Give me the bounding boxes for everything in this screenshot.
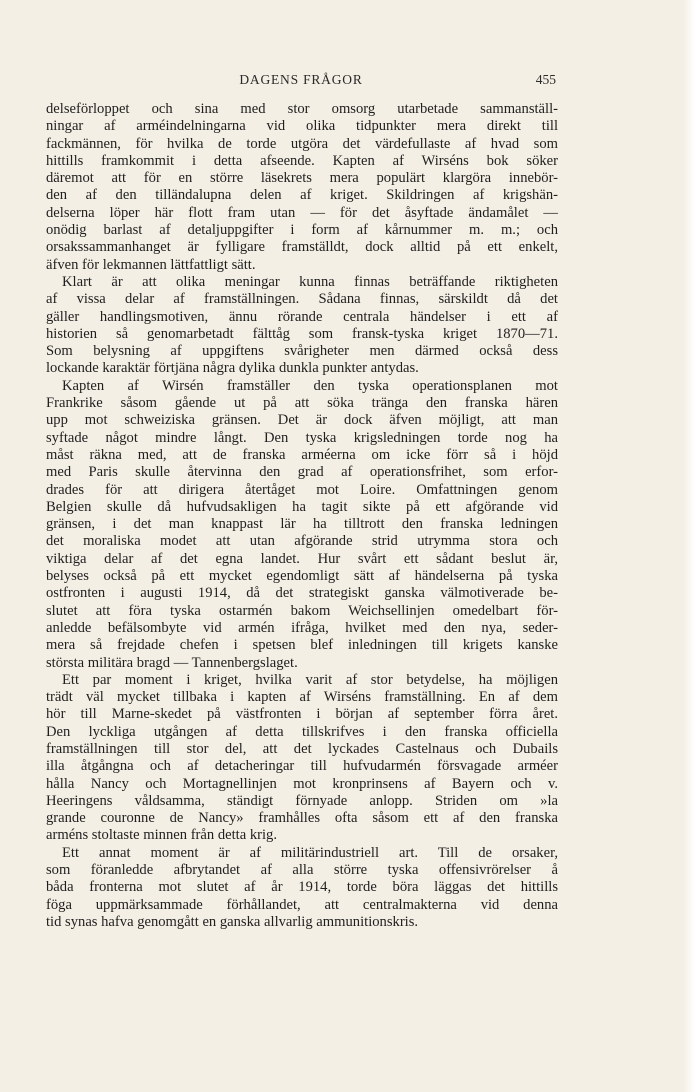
text-line: hittills framkommit i detta afseende. Kapten af Wirséns bok söker (46, 152, 558, 169)
text-line: drades för att dirigera återtåget mot Loire. Omfattningen genom (46, 481, 558, 498)
text-line: grande couronne de Nancy» framhålles ofta såsom ett af den franska (46, 810, 558, 827)
text-line: ostfronten i augusti 1914, då det strategiskt ganska välmotiverade be- (46, 585, 558, 602)
text-line: historien så genomarbetadt fälttåg som fransk-tyska kriget 1870—71. (46, 325, 558, 342)
text-line: gäller handlingsmotiven, ännu rörande centrala händelser i ett af (46, 308, 558, 325)
text-line: af vissa delar af framställningen. Sådana finnas, särskildt då det (46, 291, 558, 308)
paragraph (46, 845, 558, 931)
paragraph (46, 101, 558, 274)
text-line: onödig barlast af detaljuppgifter i form af kårnummer m. m.; och (46, 222, 558, 239)
text-line: största militära bragd — Tannenbergslaget. (46, 654, 298, 671)
text-line: illa åtgångna och af detacheringar till hufvudarmén försvagade arméer (46, 758, 558, 775)
text-line: Belgien skulle då hufvudsakligen ha tagit sikte på ett afgörande vid (46, 498, 558, 515)
text-line: syftade något mindre långt. Den tyska krigsledningen torde nog ha (46, 429, 558, 446)
paragraph (46, 672, 558, 845)
text-line: som föranledde afbrytandet af alla större tyska offensivrörelser å (46, 862, 558, 879)
text-line: den af den tilländalupna delen af kriget. Skildringen af krigshän- (46, 187, 558, 204)
text-line: arméns stoltaste minnen från detta krig. (46, 827, 277, 844)
text-line: tid synas hafva genomgått en ganska allvarlig ammunitionskris. (46, 913, 419, 930)
text-line: Ett par moment i kriget, hvilka varit af stor betydelse, ha möjligen (62, 671, 558, 688)
text-line: äfven för lekmannen lättfattligt sätt. (46, 256, 256, 273)
text-line: delserna löper här flott fram utan — för det åsyftade ändamålet — (46, 204, 558, 221)
text-line: orsakssammanhanget är fylligare framställdt, dock alltid på ett enkelt, (46, 239, 558, 256)
text-line: gränsen, i det man knappast lär ha tilltrott den franska ledningen (46, 516, 558, 533)
text-line: ningar af arméindelningarna vid olika tidpunkter mera direkt till (46, 118, 558, 135)
text-line: Frankrike såsom gående ut på att söka tränga den franska hären (46, 395, 558, 412)
text-line: viktiga delar af det egna landet. Hur svårt ett sådant beslut är, (46, 550, 558, 567)
text-line: hör till Marne-skedet på västfronten i början af september förra året. (46, 706, 558, 723)
text-line: Kapten af Wirsén framställer den tyska operationsplanen mot (62, 377, 558, 394)
paragraph (46, 378, 558, 672)
text-line: Som belysning af uppgiftens svårigheter men därmed också dess (46, 343, 558, 360)
paragraph (46, 274, 558, 378)
text-line: Heeringens våldsamma, ständigt förnyade anlopp. Striden om »la (46, 792, 558, 809)
text-line: anledde befälsombyte vid armén ifråga, hvilket med den nya, seder- (46, 619, 558, 636)
text-line: det moraliska modet att utan afgörande strid utrymma stora och (46, 533, 558, 550)
text-line: upp mot schweiziska gränsen. Det är dock äfven möjligt, att man (46, 412, 558, 429)
running-title: DAGENS FRÅGOR (239, 72, 363, 87)
text-line: delseförloppet och sina med stor omsorg utarbetade sammanställ- (46, 101, 558, 117)
body-text (46, 101, 558, 931)
text-line: föga uppmärksammade förhållandet, att centralmakterna vid denna (46, 896, 558, 913)
text-line: Ett annat moment är af militärindustriell art. Till de orsaker, (62, 844, 558, 861)
text-line: framställningen till stor del, att det lyckades Castelnaus och Dubails (46, 740, 558, 757)
running-header (46, 72, 556, 92)
text-line: slutet att föra tyska ostarmén bakom Weichsellinjen omedelbart för- (46, 602, 558, 619)
text-line: måst räkna med, att de franska arméerna om icke förr så i höjd (46, 446, 558, 463)
text-line: fackmännen, för hvilka de torde utgöra det värdefullaste af hvad som (46, 135, 558, 152)
text-line: mera så frejdade chefen i spetsen blef inledningen till krigets kanske (46, 637, 558, 654)
text-line: belyses också på ett mycket egendomligt sätt af händelserna på tyska (46, 568, 558, 585)
text-line: däremot att för en större läsekrets mera populärt klargöra innebör- (46, 170, 558, 187)
text-line: trädt väl mycket tillbaka i kapten af Wirséns framställning. En af dem (46, 689, 558, 706)
text-line: båda fronterna mot slutet af år 1914, torde böra läggas det hittills (46, 879, 558, 896)
text-line: lockande karaktär förtjäna några dylika dunkla punkter antydas. (46, 360, 419, 377)
text-line: Den lyckliga utgången af detta tillskrifves i den franska officiella (46, 723, 558, 740)
text-line: med Paris skulle återvinna den grad af operationsfrihet, som erfor- (46, 464, 558, 481)
text-line: Klart är att olika meningar kunna finnas beträffande riktigheten (62, 273, 558, 290)
page-number: 455 (535, 72, 556, 87)
text-line: hålla Nancy och Mortagnellinjen mot kronprinsens af Bayern och v. (46, 775, 558, 792)
